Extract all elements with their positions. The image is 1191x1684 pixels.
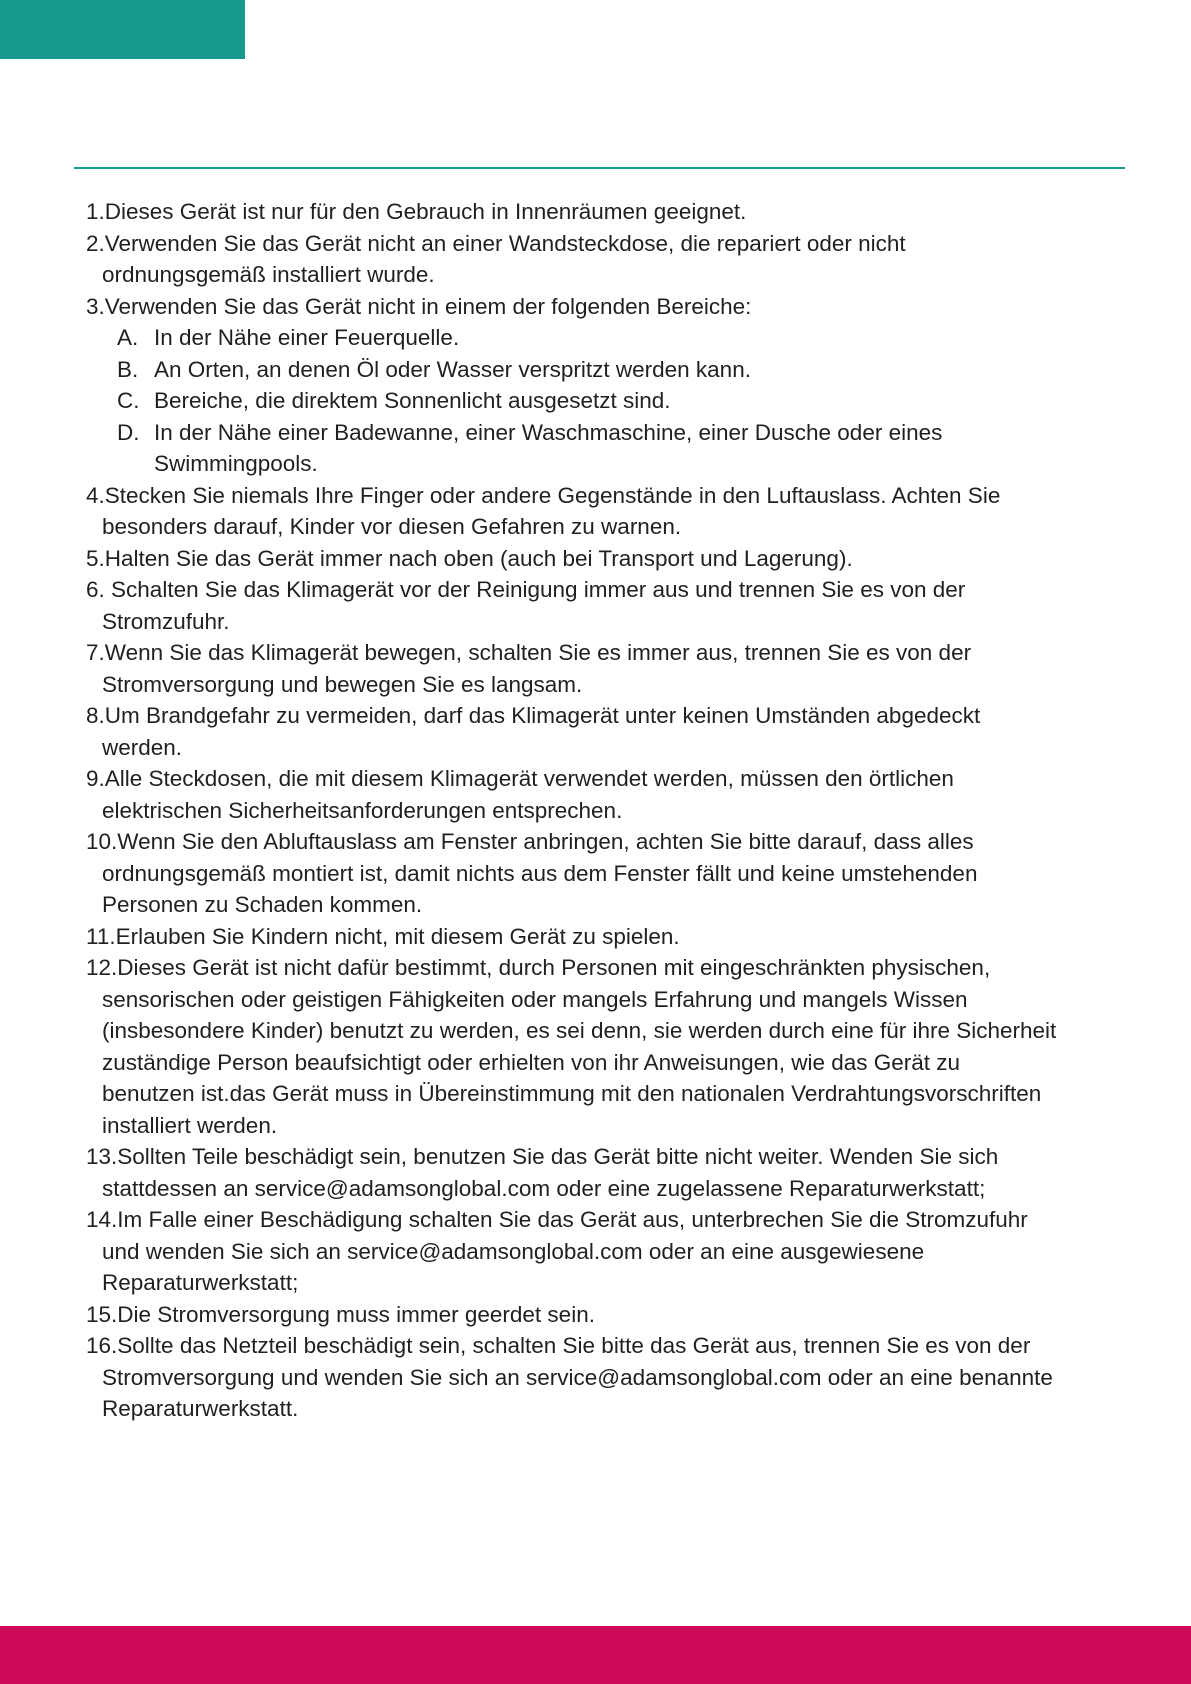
- list-item: 16.Sollte das Netzteil beschädigt sein, schalten Sie bitte das Gerät aus, trennen Sie es von der Stromversorgung und wenden Sie sich an service@adamsonglobal.com oder an eine benannte Reparaturwerkstatt.: [86, 1333, 1053, 1421]
- sub-list-item: A. In der Nähe einer Feuerquelle.: [117, 325, 460, 350]
- list-item: 3.Verwenden Sie das Gerät nicht in einem der folgenden Bereiche:: [86, 293, 752, 319]
- list-item: 10.Wenn Sie den Abluftauslass am Fenster anbringen, achten Sie bitte darauf, dass alles ordnungsgemäß montiert ist, damit nichts aus dem Fenster fällt und keine umstehenden Personen zu Schaden kommen.: [86, 829, 978, 917]
- list-item: 9.Alle Steckdosen, die mit diesem Klimagerät verwendet werden, müssen den örtlichen elektrischen Sicherheitsanforderungen entsprechen.: [86, 766, 954, 823]
- list-item: 8.Um Brandgefahr zu vermeiden, darf das Klimagerät unter keinen Umständen abgedeckt werden.: [86, 703, 981, 760]
- list-item: 11.Erlauben Sie Kindern nicht, mit diesem Gerät zu spielen.: [86, 923, 680, 949]
- list-item: 12.Dieses Gerät ist nicht dafür bestimmt, durch Personen mit eingeschränkten physischen, sensorischen oder geistigen Fähigkeiten oder mangels Erfahrung und mangels Wissen (insbesondere Kinder) benutzt zu werden, es sei denn, sie werden durch eine für ihre Sicherheit zuständige Person beaufsichtigt oder erhielten von ihr Anweisungen, wie das Gerät zu benutzen ist.das Gerät muss in Übereinstimmung mit den nationalen Verdrahtungsvorschriften installiert werden.: [86, 955, 1057, 1138]
- list-item: 15.Die Stromversorgung muss immer geerdet sein.: [86, 1301, 595, 1327]
- sub-list-item: C. Bereiche, die direktem Sonnenlicht ausgesetzt sind.: [117, 388, 671, 413]
- header-tab-block: [0, 0, 245, 59]
- list-item: 4.Stecken Sie niemals Ihre Finger oder andere Gegenstände in den Luftauslass. Achten Sie besonders darauf, Kinder vor diesen Gefahren zu warnen.: [86, 482, 1001, 539]
- header-divider: [74, 167, 1125, 169]
- list-item: 6. Schalten Sie das Klimagerät vor der Reinigung immer aus und trennen Sie es von der Stromzufuhr.: [86, 577, 966, 634]
- list-item: 1.Dieses Gerät ist nur für den Gebrauch in Innenräumen geeignet.: [86, 199, 747, 224]
- list-item: 7.Wenn Sie das Klimagerät bewegen, schalten Sie es immer aus, trennen Sie es von der Stromversorgung und bewegen Sie es langsam.: [86, 640, 972, 697]
- list-item: 13.Sollten Teile beschädigt sein, benutzen Sie das Gerät bitte nicht weiter. Wenden Sie sich stattdessen an service@adamsonglobal.com oder eine zugelassene Reparaturwerkstatt;: [86, 1144, 999, 1201]
- footer-bar: [0, 1626, 1191, 1684]
- list-item: 14.Im Falle einer Beschädigung schalten Sie das Gerät aus, unterbrechen Sie die Stromzufuhr und wenden Sie sich an service@adamsonglobal.com oder an eine ausgewiesene Reparaturwerkstatt;: [86, 1207, 1028, 1295]
- list-item: 5.Halten Sie das Gerät immer nach oben (auch bei Transport und Lagerung).: [86, 545, 853, 571]
- sub-list-item: B. An Orten, an denen Öl oder Wasser verspritzt werden kann.: [117, 356, 751, 382]
- sub-list-item: D. In der Nähe einer Badewanne, einer Waschmaschine, einer Dusche oder eines Swimmingpools.: [117, 419, 943, 476]
- safety-instructions-list: [86, 196, 1126, 1425]
- list-item: 2.Verwenden Sie das Gerät nicht an einer Wandsteckdose, die repariert oder nicht ordnungsgemäß installiert wurde.: [86, 230, 906, 287]
